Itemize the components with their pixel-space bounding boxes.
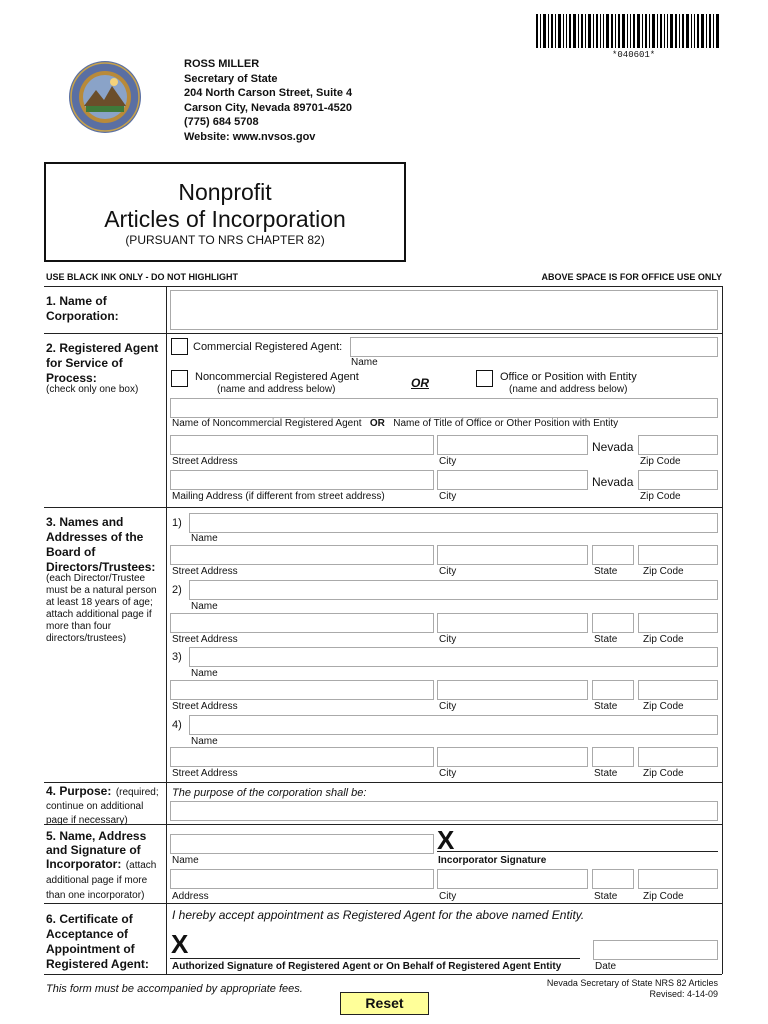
agent-city-field[interactable] [437,435,588,455]
purpose-prompt: The purpose of the corporation shall be: [172,787,367,799]
incorporator-signature-x: X [437,825,455,855]
title-line3: (PURSUANT TO NRS CHAPTER 82) [125,233,325,247]
director-city-field[interactable] [437,680,588,700]
director-zip-caption: Zip Code [643,768,684,779]
agent-zip-field[interactable] [638,435,718,455]
director-name-caption: Name [191,736,218,747]
director-street-field[interactable] [170,680,434,700]
grid-line [166,286,167,974]
director-city-field[interactable] [437,747,588,767]
director-number: 1) [172,517,182,529]
director-state-caption: State [594,701,618,712]
purpose-field[interactable] [170,801,718,821]
incorporator-address-caption: Address [172,891,209,902]
grid-line [44,903,722,904]
ink-notice: USE BLACK INK ONLY - DO NOT HIGHLIGHT [46,272,239,282]
agent-mailing-state-value: Nevada [592,475,634,489]
director-street-caption: Street Address [172,701,238,712]
commercial-agent-checkbox[interactable] [171,338,188,355]
section4-heading [46,785,164,827]
office-use-notice: ABOVE SPACE IS FOR OFFICE USE ONLY [541,272,722,282]
director-state-field[interactable] [592,613,634,633]
director-number: 4) [172,719,182,731]
incorporator-state-field[interactable] [592,869,634,889]
barcode-text: *040601* [612,50,656,60]
agent-name-caption [172,418,618,429]
agent-mailing-field[interactable] [170,470,434,490]
director-street-caption: Street Address [172,566,238,577]
form-revised: Revised: 4-14-09 [649,989,718,999]
agent-signature-line[interactable] [170,958,580,959]
reset-button[interactable]: Reset [340,992,429,1015]
section4-title: 4. Purpose: [46,784,112,798]
commercial-agent-name-field[interactable] [350,337,718,357]
agent-mailing-city-caption: City [439,491,457,502]
barcode [536,14,720,48]
commercial-agent-name-caption: Name [351,357,378,368]
agent-name-caption-b: Name of Title of Office or Other Position with Entity [393,418,619,429]
section3-note: (each Director/Trustee must be a natural person at least 18 years of age; attach additional page if more than four directors/trustees) [46,573,157,644]
director-state-field[interactable] [592,680,634,700]
section1-title: 1. Name of Corporation: [46,294,119,323]
title-line2: Articles of Incorporation [104,206,346,232]
director-name-field[interactable] [189,715,718,735]
grid-line [44,286,722,287]
director-zip-caption: Zip Code [643,634,684,645]
office-position-label: Office or Position with Entity [500,371,637,383]
agent-state-value: Nevada [592,440,634,454]
commercial-agent-label: Commercial Registered Agent: [193,341,343,353]
agent-mailing-city-field[interactable] [437,470,588,490]
agent-name-caption-a: Name of Noncommercial Registered Agent [172,418,362,429]
director-city-caption: City [439,566,457,577]
secretary-title: Secretary of State [184,72,278,85]
grid-line [44,333,722,334]
grid-line [44,974,722,975]
office-position-sub: (name and address below) [509,384,628,395]
section2-note: (check only one box) [46,384,139,395]
agent-signature-x: X [171,929,189,959]
incorporator-signature-caption: Incorporator Signature [438,855,547,866]
secretary-name: ROSS MILLER [184,58,260,70]
agent-name-caption-or: OR [369,418,385,429]
section3-title: 3. Names and Addresses of the Board of Directors/Trustees: [46,515,156,574]
director-name-caption: Name [191,601,218,612]
section4-note: (required; continue on additional page if necessary) [46,787,159,826]
noncommercial-agent-sub: (name and address below) [217,384,336,395]
director-zip-field[interactable] [638,545,718,565]
grid-line [722,286,723,974]
agent-city-caption: City [439,456,457,467]
acceptance-statement: I hereby accept appointment as Registered Agent for the above named Entity. [172,908,585,922]
director-zip-field[interactable] [638,613,718,633]
office-phone: (775) 684 5708 [184,116,259,128]
director-state-field[interactable] [592,545,634,565]
agent-signature-caption: Authorized Signature of Registered Agent or On Behalf of Registered Agent Entity [172,961,562,972]
section2-title: 2. Registered Agent for Service of Process: [46,341,159,385]
director-name-field[interactable] [189,580,718,600]
section6-title: 6. Certificate of Acceptance of Appointment of Registered Agent: [46,912,149,971]
director-city-caption: City [439,768,457,779]
director-zip-field[interactable] [638,747,718,767]
director-state-caption: State [594,634,618,645]
corporation-name-field[interactable] [170,290,718,330]
director-city-caption: City [439,634,457,645]
title-line1: Nonprofit [178,179,272,205]
director-street-caption: Street Address [172,768,238,779]
grid-line [44,507,722,508]
incorporator-zip-caption: Zip Code [643,891,684,902]
director-zip-caption: Zip Code [643,566,684,577]
director-city-caption: City [439,701,457,712]
director-street-field[interactable] [170,747,434,767]
fees-notice: This form must be accompanied by appropriate fees. [46,983,303,995]
title-box [44,162,406,262]
incorporator-zip-field[interactable] [638,869,718,889]
agent-mailing-zip-field[interactable] [638,470,718,490]
incorporator-address-field[interactable] [170,869,434,889]
director-state-field[interactable] [592,747,634,767]
incorporator-signature-line[interactable] [437,851,718,852]
section5-heading [46,829,164,902]
director-name-field[interactable] [189,647,718,667]
acceptance-date-field[interactable] [593,940,718,960]
director-zip-caption: Zip Code [643,701,684,712]
agent-mailing-zip-caption: Zip Code [640,491,681,502]
noncommercial-agent-label: Noncommercial Registered Agent [195,371,359,383]
director-name-caption: Name [191,668,218,679]
director-street-caption: Street Address [172,634,238,645]
section5-title: 5. Name, Address and Signature of Incorporator: [46,829,147,871]
director-number: 2) [172,584,182,596]
state-seal-icon [68,60,142,134]
director-state-caption: State [594,768,618,779]
barcode-graphic [536,14,720,48]
section5-note: (attach additional page if more than one incorporator) [46,860,157,901]
office-website: Website: www.nvsos.gov [184,130,316,143]
agent-street-caption: Street Address [172,456,238,467]
noncommercial-agent-checkbox[interactable] [171,370,188,387]
agent-street-field[interactable] [170,435,434,455]
director-state-caption: State [594,566,618,577]
director-zip-field[interactable] [638,680,718,700]
office-position-checkbox[interactable] [476,370,493,387]
office-address-line2: Carson City, Nevada 89701-4520 [184,101,352,114]
office-address-line1: 204 North Carson Street, Suite 4 [184,87,353,99]
agent-name-field[interactable] [170,398,718,418]
incorporator-state-caption: State [594,891,618,902]
incorporator-city-caption: City [439,891,457,902]
director-name-field[interactable] [189,513,718,533]
incorporator-name-caption: Name [172,855,199,866]
agent-or-label: OR [411,376,429,390]
director-street-field[interactable] [170,613,434,633]
director-city-field[interactable] [437,613,588,633]
agent-zip-caption: Zip Code [640,456,681,467]
form-revision [547,978,718,1000]
agent-mailing-caption: Mailing Address (if different from street address) [172,491,385,502]
director-name-caption: Name [191,533,218,544]
incorporator-city-field[interactable] [437,869,588,889]
director-city-field[interactable] [437,545,588,565]
incorporator-name-field[interactable] [170,834,434,854]
director-number: 3) [172,651,182,663]
acceptance-date-caption: Date [595,961,617,972]
form-source: Nevada Secretary of State NRS 82 Articles [546,978,718,988]
grid-line [44,782,722,783]
director-street-field[interactable] [170,545,434,565]
